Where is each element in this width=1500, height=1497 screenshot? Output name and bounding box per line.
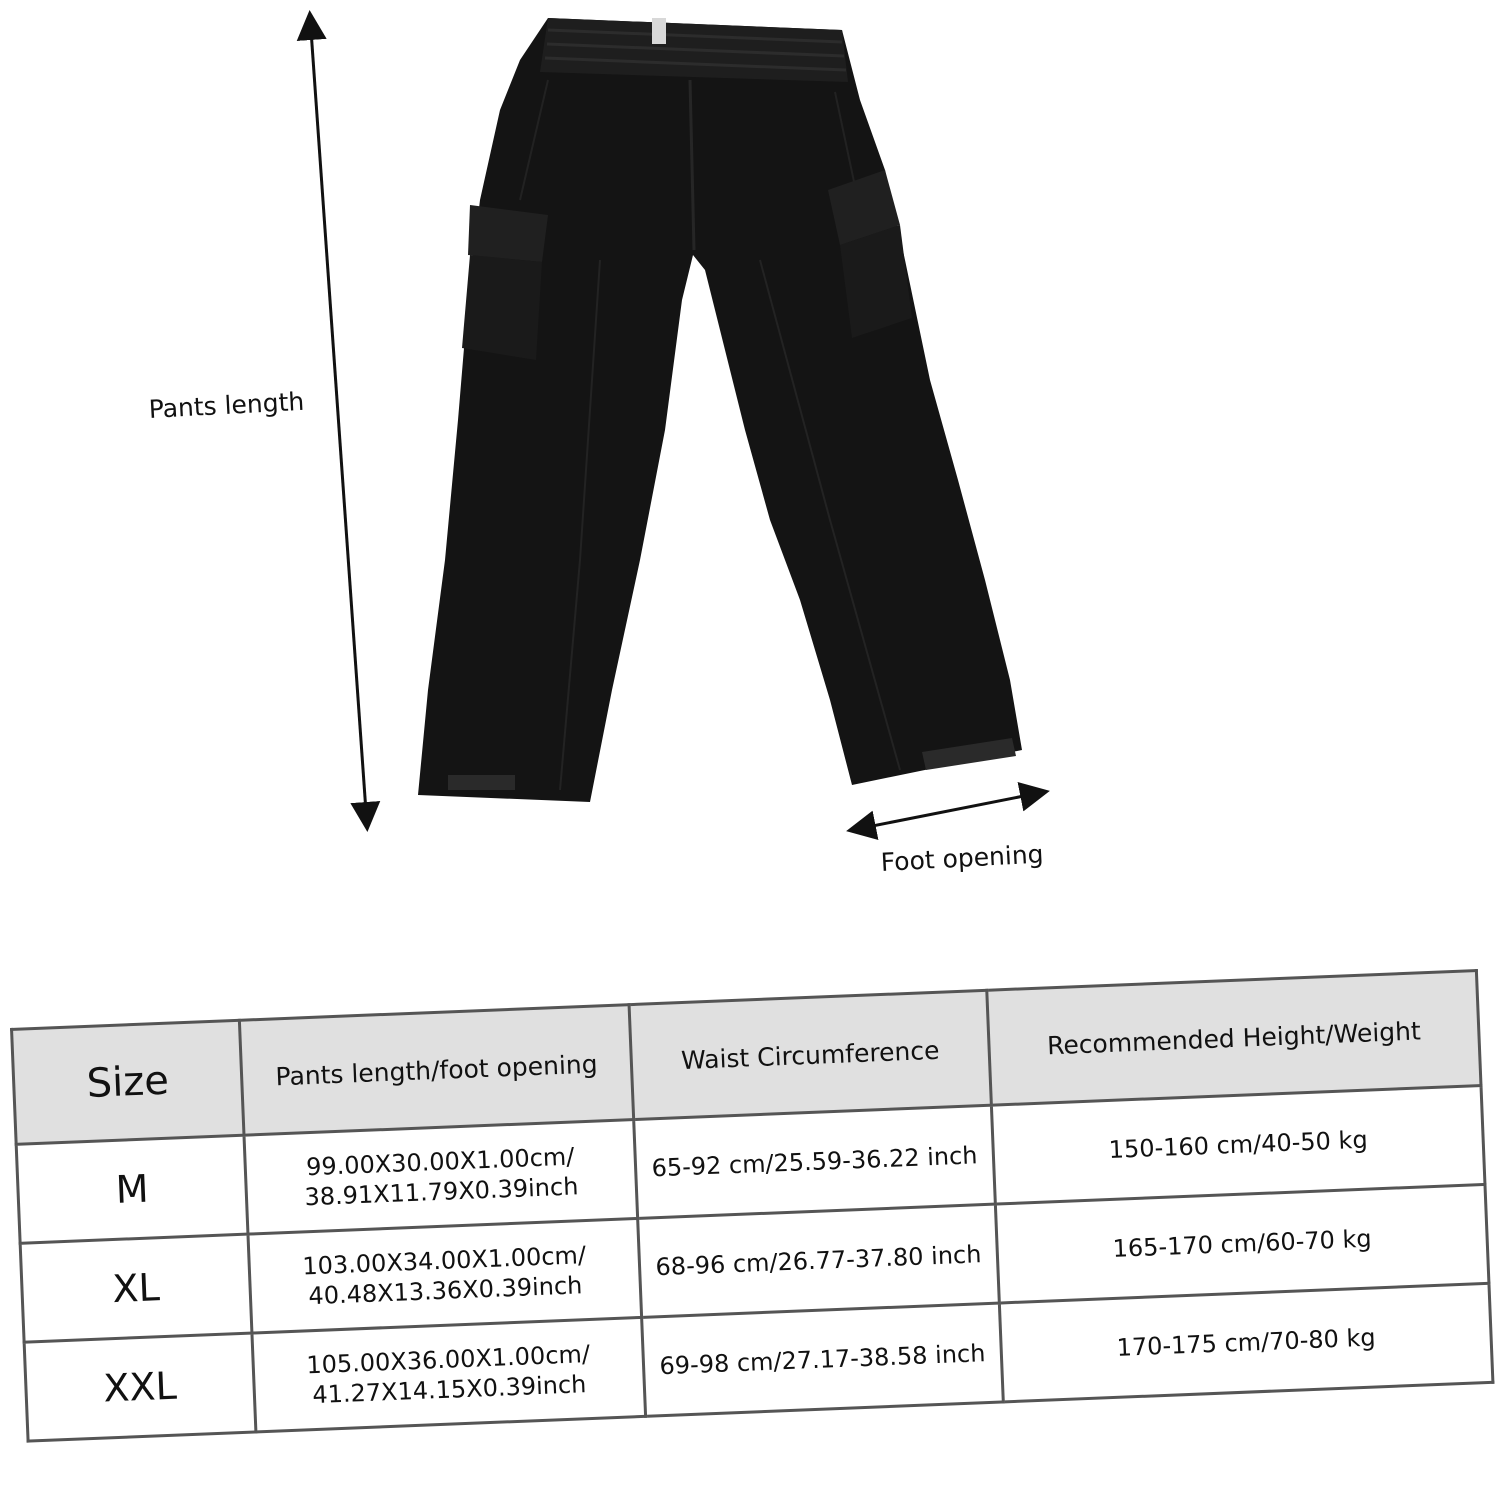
size-table (10, 969, 1494, 1443)
header-size: Size (12, 1020, 244, 1144)
left-cargo-pocket (468, 205, 548, 262)
left-cuff-strap (448, 775, 515, 790)
size-cell: XXL (24, 1333, 256, 1441)
foot-opening-arrow (852, 792, 1044, 830)
pants-image (418, 18, 1022, 802)
recommended-cell: 150-160 cm/40-50 kg (991, 1086, 1485, 1205)
waist-cell: 65-92 cm/25.59-36.22 inch (634, 1105, 996, 1218)
header-pants-length: Pants length/foot opening (239, 1005, 633, 1136)
waist-tag (652, 18, 666, 44)
length-cell (248, 1218, 642, 1333)
header-recommended: Recommended Height/Weight (987, 971, 1481, 1106)
length-line1: 103.00X34.00X1.00cm/ (301, 1241, 587, 1281)
length-cell (252, 1317, 646, 1432)
length-line2: 40.48X13.36X0.39inch (307, 1271, 583, 1311)
length-cell (244, 1120, 638, 1235)
waist-cell: 68-96 cm/26.77-37.80 inch (638, 1204, 1000, 1317)
length-line2: 41.27X14.15X0.39inch (311, 1370, 587, 1410)
length-line1: 99.00X30.00X1.00cm/ (305, 1142, 575, 1182)
header-waist: Waist Circumference (629, 990, 991, 1119)
size-chart (10, 969, 1491, 1442)
foot-opening-label: Foot opening (880, 839, 1045, 877)
pants-length-arrow (310, 16, 367, 826)
pants-length-label: Pants length (148, 386, 305, 424)
size-cell: M (16, 1135, 248, 1243)
size-cell: XL (20, 1234, 252, 1342)
recommended-cell: 165-170 cm/60-70 kg (995, 1184, 1489, 1303)
waist-cell: 69-98 cm/27.17-38.58 inch (642, 1303, 1004, 1416)
length-line1: 105.00X36.00X1.00cm/ (305, 1340, 591, 1380)
length-line2: 38.91X11.79X0.39inch (303, 1172, 579, 1212)
recommended-cell: 170-175 cm/70-80 kg (999, 1283, 1493, 1402)
